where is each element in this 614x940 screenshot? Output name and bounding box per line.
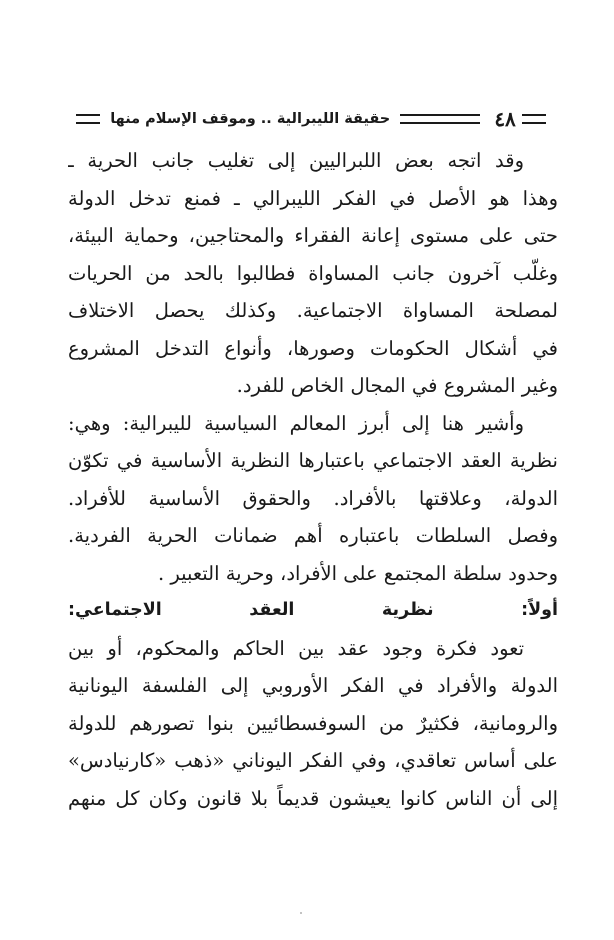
text-line: نظرية العقد الاجتماعي باعتبارها النظرية الأساسية في تكوّن [68, 449, 558, 472]
text-line: الدولة والأفراد في الفكر الأوروبي إلى الفلسفة اليونانية [68, 674, 558, 697]
text-line: في أشكال الحكومات وصورها، وأنواع التدخل المشروع [68, 336, 558, 360]
running-header [70, 104, 552, 134]
text-line: وقد اتجه بعض اللبراليين إلى تغليب جانب الحرية ـ [68, 149, 524, 172]
text-line: لمصلحة المساواة الاجتماعية. وكذلك يحصل الاختلاف [68, 299, 558, 322]
text-line: وغير المشروع في المجال الخاص للفرد. [236, 374, 558, 397]
text-line: حتى على مستوى إعانة الفقراء والمحتاجين، وحماية البيئة، [68, 224, 558, 247]
page-number: ٤٨ [494, 107, 516, 131]
header-rule-middle [400, 114, 480, 124]
footer-mark [300, 912, 302, 914]
text-line: وهذا هو الأصل في الفكر الليبرالي ـ فمنع تدخل الدولة [68, 186, 558, 210]
text-line: وغلّب آخرون جانب المساواة فطالبوا بالحد من الحريات [68, 261, 558, 285]
text-line: الدولة، وعلاقتها بالأفراد. والحقوق الأساسية للأفراد. [68, 486, 558, 510]
text-line: والرومانية، فكثيرٌ من السوفسطائيين بنوا تصورهم للدولة [68, 711, 558, 735]
text-line: على أساس تعاقدي، وفي الفكر اليوناني «ذهب «كارنيادس» [68, 749, 558, 772]
text-line: وأشير هنا إلى أبرز المعالم السياسية لليبرالية: وهي: [68, 411, 524, 435]
text-line: تعود فكرة وجود عقد بين الحاكم والمحكوم، أو بين [68, 636, 524, 660]
text-line: إلى أن الناس كانوا يعيشون قديماً بلا قانون وكان كل منهم [68, 786, 558, 810]
header-rule-right [522, 114, 546, 124]
header-rule-left [76, 114, 100, 124]
running-title: حقيقة الليبرالية .. وموقف الإسلام منها [110, 111, 391, 127]
body-text [68, 142, 558, 817]
text-line: وحدود سلطة المجتمع على الأفراد، وحرية التعبير . [157, 561, 558, 585]
text-line: وفصل السلطات باعتباره أهم ضمانات الحرية الفردية. [68, 524, 558, 547]
section-heading: أولاً: نظرية العقد الاجتماعي: [68, 600, 558, 620]
